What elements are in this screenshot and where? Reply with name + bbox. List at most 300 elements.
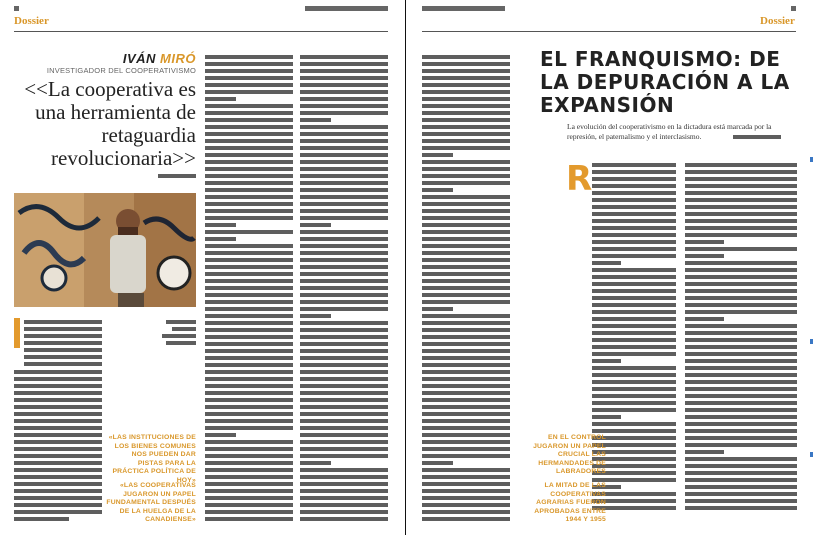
text-line xyxy=(422,370,510,374)
text-line xyxy=(162,334,196,338)
text-line xyxy=(685,170,797,174)
text-line xyxy=(422,454,510,458)
author-last-name: MIRÓ xyxy=(160,51,196,66)
text-line xyxy=(422,216,510,220)
text-line xyxy=(205,370,293,374)
text-line xyxy=(300,412,388,416)
text-line xyxy=(300,132,388,136)
text-line xyxy=(205,160,293,164)
text-line xyxy=(24,334,102,338)
text-line xyxy=(205,118,293,122)
text-line xyxy=(300,104,388,108)
text-line xyxy=(422,167,510,171)
text-line xyxy=(300,286,388,290)
text-line xyxy=(685,317,724,321)
text-line xyxy=(422,83,510,87)
text-line xyxy=(422,76,510,80)
section-label-right: Dossier xyxy=(760,15,795,27)
text-line xyxy=(422,405,510,409)
text-line xyxy=(422,293,510,297)
author-first-name: IVÁN xyxy=(122,51,156,66)
text-line xyxy=(300,391,388,395)
text-line xyxy=(300,489,388,493)
text-line xyxy=(592,233,676,237)
text-line xyxy=(205,167,293,171)
text-line xyxy=(422,146,510,150)
text-line xyxy=(422,440,510,444)
text-line xyxy=(300,209,388,213)
text-line xyxy=(205,62,293,66)
text-line xyxy=(172,327,196,331)
text-line xyxy=(14,454,102,458)
text-line xyxy=(592,219,676,223)
text-line xyxy=(205,475,293,479)
text-line xyxy=(685,394,797,398)
text-line xyxy=(205,363,293,367)
text-line xyxy=(300,202,388,206)
text-line xyxy=(14,426,102,430)
text-line xyxy=(685,492,797,496)
text-line xyxy=(24,362,102,366)
text-line xyxy=(685,163,797,167)
text-line xyxy=(685,345,797,349)
text-line xyxy=(300,146,388,150)
text-line xyxy=(300,426,388,430)
text-line xyxy=(422,349,510,353)
text-line xyxy=(422,153,453,157)
text-line xyxy=(300,321,388,325)
text-line xyxy=(422,398,510,402)
text-line xyxy=(422,419,510,423)
text-line xyxy=(205,356,293,360)
text-line xyxy=(300,216,388,220)
text-line xyxy=(685,387,797,391)
top-rule-left-marker xyxy=(14,6,19,11)
text-line xyxy=(592,338,676,342)
left-column-2-top xyxy=(162,320,196,348)
text-line xyxy=(300,223,331,227)
section-underline-right xyxy=(422,31,796,32)
text-line xyxy=(205,398,293,402)
text-line xyxy=(14,496,102,500)
text-line xyxy=(685,261,797,265)
text-line xyxy=(592,205,676,209)
text-line xyxy=(422,496,510,500)
text-line xyxy=(685,177,797,181)
text-line xyxy=(592,408,676,412)
text-line xyxy=(422,461,453,465)
text-line xyxy=(592,373,676,377)
text-line xyxy=(422,111,510,115)
text-line xyxy=(300,265,388,269)
text-line xyxy=(205,454,293,458)
text-line xyxy=(422,265,510,269)
text-line xyxy=(422,433,510,437)
text-line xyxy=(592,317,676,321)
text-line xyxy=(685,415,797,419)
text-line xyxy=(205,314,293,318)
text-line xyxy=(300,328,388,332)
text-line xyxy=(14,384,102,388)
text-line xyxy=(205,440,293,444)
interview-headline: <<La cooperativa es una herramienta de retaguardia revolucionaria>> xyxy=(24,77,196,170)
text-line xyxy=(300,370,388,374)
text-line xyxy=(14,433,102,437)
text-line xyxy=(205,496,293,500)
text-line xyxy=(422,230,510,234)
headline-rule xyxy=(158,174,196,178)
text-line xyxy=(300,153,388,157)
text-line xyxy=(592,310,676,314)
text-line xyxy=(422,223,510,227)
text-line xyxy=(422,503,510,507)
text-line xyxy=(14,440,102,444)
text-line xyxy=(300,125,388,129)
text-line xyxy=(205,468,293,472)
text-line xyxy=(685,359,797,363)
text-line xyxy=(205,125,293,129)
text-line xyxy=(205,377,293,381)
text-line xyxy=(205,69,293,73)
pull-quote-right-2: LA MITAD DE LAS COOPERATIVAS AGRARIAS FUERON APROBADAS ENTRE 1944 Y 1955 xyxy=(534,482,606,523)
text-line xyxy=(205,104,293,108)
standfirst-rule xyxy=(733,135,781,139)
article-headline: EL FRANQUISMO: DE LA DEPURACIÓN A LA EXPANSIÓN xyxy=(540,47,790,117)
text-line xyxy=(300,69,388,73)
text-line xyxy=(685,338,797,342)
text-line xyxy=(422,202,510,206)
text-line xyxy=(422,174,510,178)
text-line xyxy=(205,97,236,101)
text-line xyxy=(592,366,676,370)
text-line xyxy=(422,55,510,59)
text-line xyxy=(24,348,102,352)
right-column-3 xyxy=(685,163,797,513)
text-line xyxy=(205,139,293,143)
text-line xyxy=(422,125,510,129)
author-name xyxy=(96,51,196,66)
text-line xyxy=(422,272,510,276)
text-line xyxy=(205,132,293,136)
text-line xyxy=(14,391,102,395)
text-line xyxy=(300,244,388,248)
text-line xyxy=(205,328,293,332)
text-line xyxy=(592,324,676,328)
text-line xyxy=(685,205,797,209)
text-line xyxy=(14,398,102,402)
text-line xyxy=(592,394,676,398)
text-line xyxy=(592,282,676,286)
text-line xyxy=(205,279,293,283)
text-line xyxy=(300,461,331,465)
text-line xyxy=(205,489,293,493)
text-line xyxy=(685,422,797,426)
text-line xyxy=(205,251,293,255)
text-line xyxy=(685,450,724,454)
text-line xyxy=(205,461,293,465)
article-standfirst: La evolución del cooperativismo en la dictadura está marcada por la represión, el paternalismo y el interclasismo. xyxy=(567,122,772,141)
text-line xyxy=(14,510,102,514)
text-line xyxy=(205,391,293,395)
text-line xyxy=(685,289,797,293)
text-line xyxy=(685,436,797,440)
text-line xyxy=(205,272,293,276)
text-line xyxy=(422,363,510,367)
text-line xyxy=(300,195,388,199)
text-line xyxy=(685,499,797,503)
text-line xyxy=(205,237,236,241)
text-line xyxy=(422,181,510,185)
text-line xyxy=(205,181,293,185)
text-line xyxy=(685,184,797,188)
text-line xyxy=(422,209,510,213)
text-line xyxy=(685,352,797,356)
text-line xyxy=(300,62,388,66)
text-line xyxy=(685,310,797,314)
text-line xyxy=(685,471,797,475)
text-line xyxy=(592,191,676,195)
text-line xyxy=(300,76,388,80)
text-line xyxy=(592,359,621,363)
text-line xyxy=(422,356,510,360)
text-line xyxy=(300,174,388,178)
text-line xyxy=(300,349,388,353)
text-line xyxy=(300,272,388,276)
text-line xyxy=(205,153,293,157)
text-line xyxy=(685,331,797,335)
text-line xyxy=(14,370,102,374)
text-line xyxy=(205,503,293,507)
text-line xyxy=(422,328,510,332)
text-line xyxy=(205,55,293,59)
text-line xyxy=(205,349,293,353)
text-line xyxy=(592,401,676,405)
text-line xyxy=(205,188,293,192)
text-line xyxy=(685,247,797,251)
text-line xyxy=(422,475,510,479)
text-line xyxy=(205,384,293,388)
text-line xyxy=(592,422,676,426)
text-line xyxy=(300,314,331,318)
text-line xyxy=(422,377,510,381)
text-line xyxy=(592,415,621,419)
text-line xyxy=(300,97,388,101)
text-line xyxy=(685,275,797,279)
text-line xyxy=(685,324,797,328)
text-line xyxy=(685,198,797,202)
text-line xyxy=(592,177,676,181)
text-line xyxy=(300,55,388,59)
text-line xyxy=(300,307,388,311)
text-line xyxy=(685,240,724,244)
text-line xyxy=(592,212,676,216)
text-line xyxy=(14,475,102,479)
text-line xyxy=(422,104,510,108)
text-line xyxy=(685,212,797,216)
text-line xyxy=(205,510,293,514)
text-line xyxy=(422,195,510,199)
text-line xyxy=(300,139,388,143)
text-line xyxy=(205,321,293,325)
text-line xyxy=(300,118,331,122)
text-line xyxy=(300,363,388,367)
text-line xyxy=(300,468,388,472)
text-line xyxy=(685,226,797,230)
text-line xyxy=(24,327,102,331)
left-column-3 xyxy=(205,55,293,524)
left-column-4 xyxy=(300,55,388,524)
text-line xyxy=(422,489,510,493)
text-line xyxy=(685,464,797,468)
text-line xyxy=(422,251,510,255)
text-line xyxy=(422,307,453,311)
text-line xyxy=(14,405,102,409)
page-gutter xyxy=(405,0,406,535)
text-line xyxy=(205,202,293,206)
text-line xyxy=(205,258,293,262)
text-line xyxy=(300,405,388,409)
text-line xyxy=(685,380,797,384)
text-line xyxy=(205,286,293,290)
text-line xyxy=(205,265,293,269)
text-line xyxy=(422,321,510,325)
text-line xyxy=(685,478,797,482)
section-underline-left xyxy=(14,31,388,32)
text-line xyxy=(300,237,388,241)
text-line xyxy=(14,482,102,486)
text-line xyxy=(422,391,510,395)
text-line xyxy=(592,303,676,307)
pull-quote-right-1: EN EL CONTROL JUGARON UN PAPEL CRUCIAL LAS HERMANDADES DE LABRADORES xyxy=(533,434,606,475)
text-line xyxy=(205,426,293,430)
text-line xyxy=(300,251,388,255)
text-line xyxy=(422,510,510,514)
text-line xyxy=(24,320,102,324)
text-line xyxy=(592,226,676,230)
text-line xyxy=(592,240,676,244)
text-line xyxy=(685,303,797,307)
text-line xyxy=(592,429,676,433)
text-line xyxy=(205,342,293,346)
text-line xyxy=(592,247,676,251)
text-line xyxy=(300,181,388,185)
text-line xyxy=(422,300,510,304)
text-line xyxy=(300,419,388,423)
text-line xyxy=(685,506,797,510)
text-line xyxy=(14,412,102,416)
text-line xyxy=(14,461,102,465)
text-line xyxy=(205,76,293,80)
text-line xyxy=(205,433,236,437)
text-line xyxy=(205,300,293,304)
text-line xyxy=(300,454,388,458)
text-line xyxy=(422,118,510,122)
text-line xyxy=(685,401,797,405)
text-line xyxy=(300,279,388,283)
text-line xyxy=(685,268,797,272)
text-line xyxy=(205,174,293,178)
text-line xyxy=(422,258,510,262)
section-label-left: Dossier xyxy=(14,15,49,27)
text-line xyxy=(300,293,388,297)
text-line xyxy=(422,447,510,451)
top-rule-right-marker xyxy=(791,6,796,11)
text-line xyxy=(24,355,102,359)
text-line xyxy=(300,111,388,115)
drop-cap: R xyxy=(566,159,593,199)
text-line xyxy=(592,380,676,384)
text-line xyxy=(300,398,388,402)
text-line xyxy=(300,510,388,514)
text-line xyxy=(205,447,293,451)
text-line xyxy=(300,167,388,171)
text-line xyxy=(205,216,293,220)
text-line xyxy=(422,482,510,486)
text-line xyxy=(422,90,510,94)
text-line xyxy=(205,482,293,486)
text-line xyxy=(422,384,510,388)
text-line xyxy=(592,184,676,188)
text-line xyxy=(685,366,797,370)
text-line xyxy=(422,160,510,164)
text-line xyxy=(422,97,510,101)
text-line xyxy=(422,342,510,346)
text-line xyxy=(300,447,388,451)
drop-cap-bar xyxy=(14,318,20,348)
text-line xyxy=(592,268,676,272)
text-line xyxy=(685,296,797,300)
text-line xyxy=(166,320,196,324)
text-line xyxy=(205,412,293,416)
text-line xyxy=(685,485,797,489)
text-line xyxy=(592,163,676,167)
pull-quote-left-1: «LAS INSTITUCIONES DE LOS BIENES COMUNES NOS PUEDEN DAR PISTAS PARA LA PRÁCTICA POLÍTICA DE HOY» xyxy=(108,434,196,484)
text-line xyxy=(422,426,510,430)
text-line xyxy=(592,289,676,293)
left-column-1b xyxy=(14,370,102,524)
text-line xyxy=(685,408,797,412)
text-line xyxy=(592,254,676,258)
text-line xyxy=(422,412,510,416)
text-line xyxy=(205,111,293,115)
text-line xyxy=(685,254,724,258)
top-rule-right xyxy=(422,6,505,11)
text-line xyxy=(592,261,621,265)
text-line xyxy=(205,223,236,227)
text-line xyxy=(300,517,388,521)
text-line xyxy=(24,341,102,345)
text-line xyxy=(300,356,388,360)
text-line xyxy=(300,475,388,479)
text-line xyxy=(205,146,293,150)
text-line xyxy=(685,373,797,377)
text-line xyxy=(422,335,510,339)
text-line xyxy=(685,443,797,447)
text-line xyxy=(205,195,293,199)
text-line xyxy=(422,139,510,143)
text-line xyxy=(300,433,388,437)
text-line xyxy=(592,387,676,391)
text-line xyxy=(592,296,676,300)
text-line xyxy=(422,286,510,290)
text-line xyxy=(300,160,388,164)
text-line xyxy=(166,341,196,345)
text-line xyxy=(685,282,797,286)
text-line xyxy=(422,279,510,283)
text-line xyxy=(422,468,510,472)
text-line xyxy=(14,468,102,472)
portrait-photo-icon xyxy=(14,193,196,307)
